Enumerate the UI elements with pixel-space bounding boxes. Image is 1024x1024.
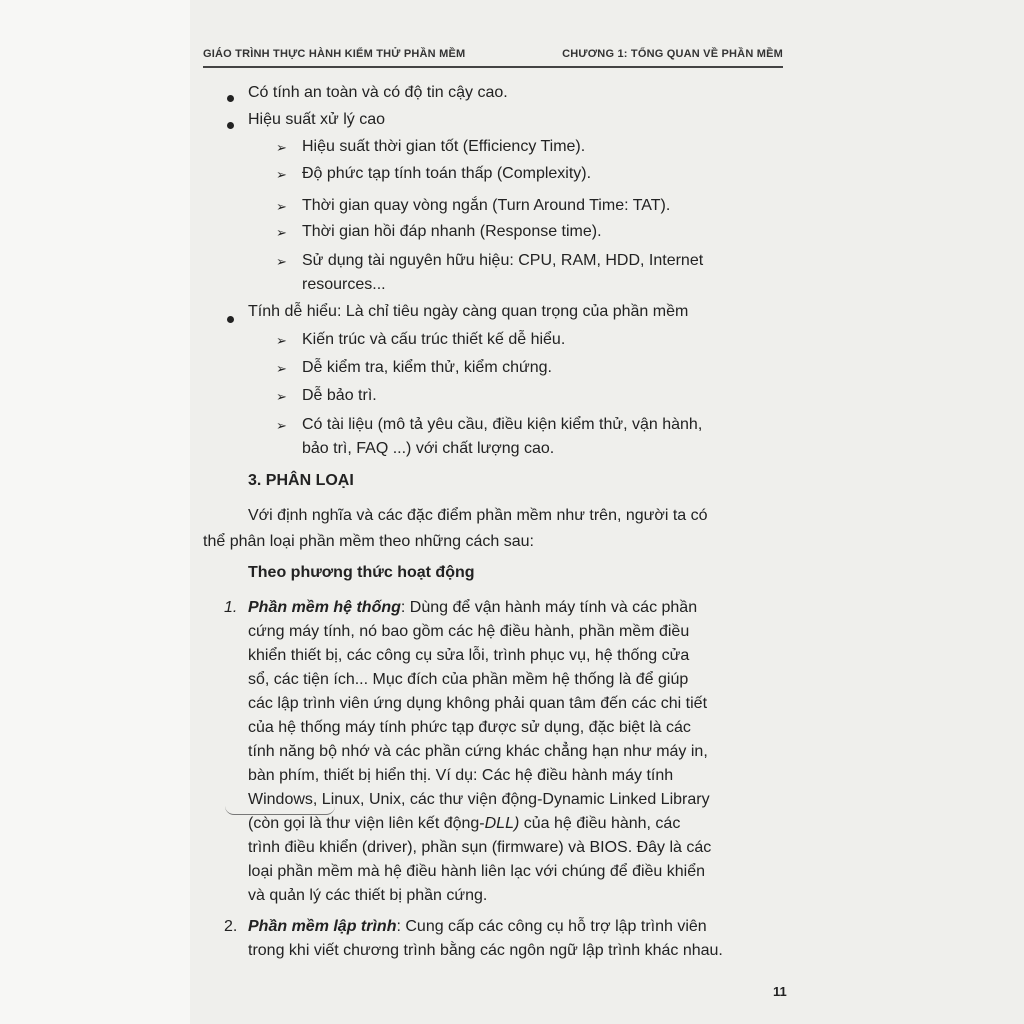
paragraph-line: Với định nghĩa và các đặc điểm phần mềm như trên, người ta có [248,507,708,524]
paragraph-line [248,815,680,833]
paragraph-line: thể phân loại phần mềm theo những cách sau: [203,533,534,550]
page-gutter [0,0,190,1024]
arrow-bullet-icon: ➢ [276,418,287,433]
item-first-line [248,918,707,936]
header-book-title: GIÁO TRÌNH THỰC HÀNH KIỂM THỬ PHẦN MỀM [203,48,466,60]
paragraph-line: và quản lý các thiết bị phần cứng. [248,887,488,904]
bullet-dot [227,95,234,102]
bullet-text: Tính dễ hiểu: Là chỉ tiêu ngày càng quan trọng của phần mềm [248,303,689,320]
sub-item: Dễ kiểm tra, kiểm thử, kiểm chứng. [302,359,552,376]
running-header [203,44,783,68]
item-first-text: : Dùng để vận hành máy tính và các phần [400,599,698,616]
paragraph-line: trong khi viết chương trình bằng các ngôn ngữ lập trình khác nhau. [248,942,723,959]
sub-item-continuation: bảo trì, FAQ ...) với chất lượng cao. [302,440,555,457]
arrow-bullet-icon: ➢ [276,254,287,269]
page-number: 11 [773,984,787,999]
sub-item-continuation: resources... [302,276,386,293]
sub-item: Thời gian quay vòng ngắn (Turn Around Time: TAT). [302,197,671,214]
sub-item: Thời gian hồi đáp nhanh (Response time). [302,223,602,240]
bullet-dot [227,122,234,129]
paragraph-line: của hệ thống máy tính phức tạp được sử dụng, đặc biệt là các [248,719,691,736]
section-heading: 3. PHÂN LOẠI [248,472,354,489]
sub-item: Dễ bảo trì. [302,387,377,404]
paragraph-line: loại phần mềm mà hệ điều hành liên lạc với chúng để điều khiển [248,863,706,880]
paragraph-line: các lập trình viên ứng dụng không phải quan tâm đến các chi tiết [248,695,708,712]
dll-text-post: của hệ điều hành, các [519,815,681,832]
item-term: Phần mềm lập trình [248,918,397,935]
arrow-bullet-icon: ➢ [276,225,287,240]
header-chapter-title: CHƯƠNG 1: TỔNG QUAN VỀ PHẦN MỀM [562,48,783,60]
arrow-bullet-icon: ➢ [276,199,287,214]
arrow-bullet-icon: ➢ [276,140,287,155]
sub-item: Có tài liệu (mô tả yêu cầu, điều kiện kiểm thử, vận hành, [302,416,703,433]
paragraph-line: Windows, Linux, Unix, các thư viện động-Dynamic Linked Library [248,791,710,808]
arrow-bullet-icon: ➢ [276,333,287,348]
subheading: Theo phương thức hoạt động [248,564,475,581]
item-first-text: : Cung cấp các công cụ hỗ trợ lập trình viên [396,918,707,935]
paragraph-line: sổ, các tiện ích... Mục đích của phần mềm hệ thống là để giúp [248,671,689,688]
bullet-text: Hiệu suất xử lý cao [248,111,385,128]
paragraph-line: tính năng bộ nhớ và các phần cứng khác chẳng hạn như máy in, [248,743,708,760]
paragraph-line: khiển thiết bị, các công cụ sửa lỗi, trình phục vụ, hệ thống cửa [248,647,690,664]
pen-underline-mark [225,806,335,815]
paragraph-line: trình điều khiển (driver), phần sụn (firmware) và BIOS. Đây là các [248,839,712,856]
dll-abbrev: DLL) [484,815,520,832]
arrow-bullet-icon: ➢ [276,361,287,376]
paragraph-line: bàn phím, thiết bị hiển thị. Ví dụ: Các hệ điều hành máy tính [248,767,674,784]
item-term: Phần mềm hệ thống [248,599,401,616]
sub-item: Kiến trúc và cấu trúc thiết kế dễ hiểu. [302,331,566,348]
item-number: 2. [224,918,238,935]
sub-item: Sử dụng tài nguyên hữu hiệu: CPU, RAM, HDD, Internet [302,252,704,269]
sub-item: Hiệu suất thời gian tốt (Efficiency Time). [302,138,586,155]
item-number: 1. [224,599,238,616]
arrow-bullet-icon: ➢ [276,389,287,404]
bullet-text: Có tính an toàn và có độ tin cậy cao. [248,84,508,101]
dll-text-pre: (còn gọi là thư viện liên kết động- [248,815,485,832]
bullet-dot [227,316,234,323]
paragraph-line: cứng máy tính, nó bao gồm các hệ điều hành, phần mềm điều [248,623,690,640]
arrow-bullet-icon: ➢ [276,167,287,182]
item-first-line [248,599,697,617]
sub-item: Độ phức tạp tính toán thấp (Complexity). [302,165,592,182]
